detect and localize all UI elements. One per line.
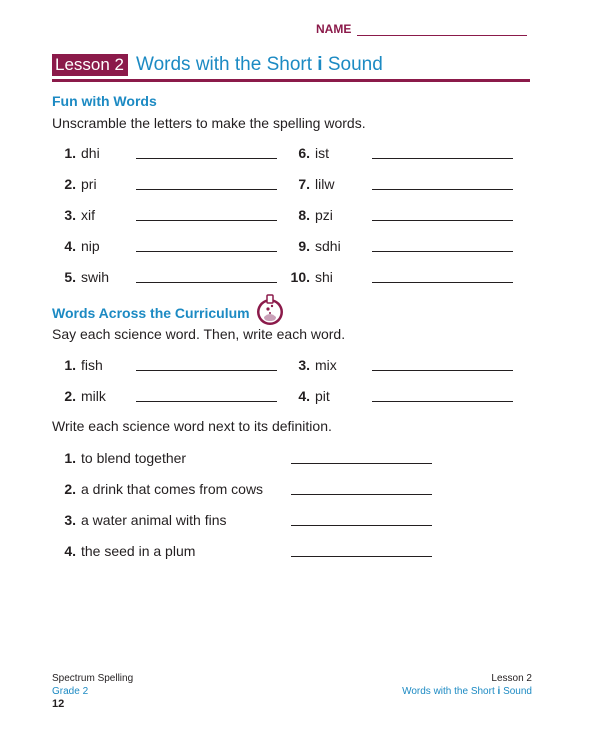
footer-title-bold: i xyxy=(497,686,501,697)
title-post: Sound xyxy=(322,53,383,75)
list-item xyxy=(58,238,100,256)
answer-line[interactable] xyxy=(291,463,432,464)
answer-line[interactable] xyxy=(136,370,277,371)
list-item xyxy=(58,269,109,287)
item-number: 9. xyxy=(298,238,310,254)
lesson-header xyxy=(52,50,530,82)
item-number: 7. xyxy=(298,176,310,192)
science-word: milk xyxy=(81,388,106,404)
answer-line[interactable] xyxy=(372,282,513,283)
page-number: 12 xyxy=(52,698,65,710)
answer-line[interactable] xyxy=(136,282,277,283)
scrambled-word: ist xyxy=(315,145,329,161)
scrambled-word: nip xyxy=(81,238,100,254)
science-word: mix xyxy=(315,357,337,373)
answer-line[interactable] xyxy=(372,189,513,190)
answer-line[interactable] xyxy=(372,370,513,371)
list-item xyxy=(288,269,333,287)
list-item xyxy=(288,176,334,194)
item-number: 5. xyxy=(64,269,76,285)
definition-item xyxy=(58,512,227,530)
definition-text: the seed in a plum xyxy=(81,543,196,559)
definition-text: a drink that comes from cows xyxy=(81,481,264,497)
footer-right xyxy=(402,672,532,698)
item-number: 1. xyxy=(64,357,76,373)
lesson-title xyxy=(136,54,383,76)
list-item xyxy=(288,145,329,163)
definition-instruction: Write each science word next to its definition. xyxy=(52,418,332,434)
item-number: 3. xyxy=(64,207,76,223)
answer-line[interactable] xyxy=(291,525,432,526)
scrambled-word: pri xyxy=(81,176,97,192)
grade-label: Grade 2 xyxy=(52,686,89,697)
definition-text: a water animal with fins xyxy=(81,512,227,528)
answer-line[interactable] xyxy=(291,556,432,557)
answer-line[interactable] xyxy=(136,251,277,252)
footer-title-post: Sound xyxy=(500,686,532,697)
item-number: 10. xyxy=(290,269,310,285)
answer-line[interactable] xyxy=(372,401,513,402)
list-item xyxy=(288,207,333,225)
item-number: 4. xyxy=(64,238,76,254)
title-bold: i xyxy=(317,53,323,75)
answer-line[interactable] xyxy=(372,251,513,252)
list-item xyxy=(58,145,100,163)
science-word: pit xyxy=(315,388,330,404)
item-number: 1. xyxy=(64,450,76,466)
definition-text: to blend together xyxy=(81,450,187,466)
curriculum-heading: Words Across the Curriculum xyxy=(52,305,250,321)
item-number: 3. xyxy=(64,512,76,528)
lesson-tag: Lesson 2 xyxy=(52,54,128,76)
item-number: 2. xyxy=(64,176,76,192)
item-number: 8. xyxy=(298,207,310,223)
answer-line[interactable] xyxy=(372,158,513,159)
item-number: 2. xyxy=(64,481,76,497)
answer-line[interactable] xyxy=(136,189,277,190)
item-number: 2. xyxy=(64,388,76,404)
list-item xyxy=(58,388,106,406)
scrambled-word: swih xyxy=(81,269,110,285)
footer-lesson: Lesson 2 xyxy=(491,673,532,684)
item-number: 6. xyxy=(298,145,310,161)
science-word: fish xyxy=(81,357,103,373)
scrambled-word: dhi xyxy=(81,145,100,161)
definition-item xyxy=(58,481,263,499)
list-item xyxy=(58,357,103,375)
name-label: NAME xyxy=(316,22,352,36)
title-pre: Words with the Short xyxy=(136,53,318,75)
item-number: 4. xyxy=(298,388,310,404)
item-number: 4. xyxy=(64,543,76,559)
scrambled-word: pzi xyxy=(315,207,333,223)
answer-line[interactable] xyxy=(136,158,277,159)
list-item xyxy=(288,357,337,375)
science-instruction: Say each science word. Then, write each word. xyxy=(52,326,346,342)
footer-title-pre: Words with the Short xyxy=(402,686,498,697)
name-field xyxy=(316,22,527,36)
footer-left xyxy=(52,672,133,698)
answer-line[interactable] xyxy=(291,494,432,495)
answer-line[interactable] xyxy=(136,220,277,221)
answer-line[interactable] xyxy=(372,220,513,221)
list-item xyxy=(58,176,97,194)
answer-line[interactable] xyxy=(136,401,277,402)
book-title: Spectrum Spelling xyxy=(52,673,134,684)
science-flask-icon xyxy=(255,293,285,327)
scrambled-word: sdhi xyxy=(315,238,341,254)
scrambled-word: shi xyxy=(315,269,333,285)
item-number: 3. xyxy=(298,357,310,373)
list-item xyxy=(288,388,330,406)
scrambled-word: xif xyxy=(81,207,95,223)
item-number: 1. xyxy=(64,145,76,161)
unscramble-instruction: Unscramble the letters to make the spelling words. xyxy=(52,115,366,131)
list-item xyxy=(58,207,95,225)
fun-with-words-heading: Fun with Words xyxy=(52,93,157,109)
scrambled-word: lilw xyxy=(315,176,335,192)
name-line[interactable] xyxy=(357,23,527,36)
footer-lesson-title xyxy=(402,685,532,698)
definition-item xyxy=(58,543,195,561)
list-item xyxy=(288,238,341,256)
definition-item xyxy=(58,450,186,468)
